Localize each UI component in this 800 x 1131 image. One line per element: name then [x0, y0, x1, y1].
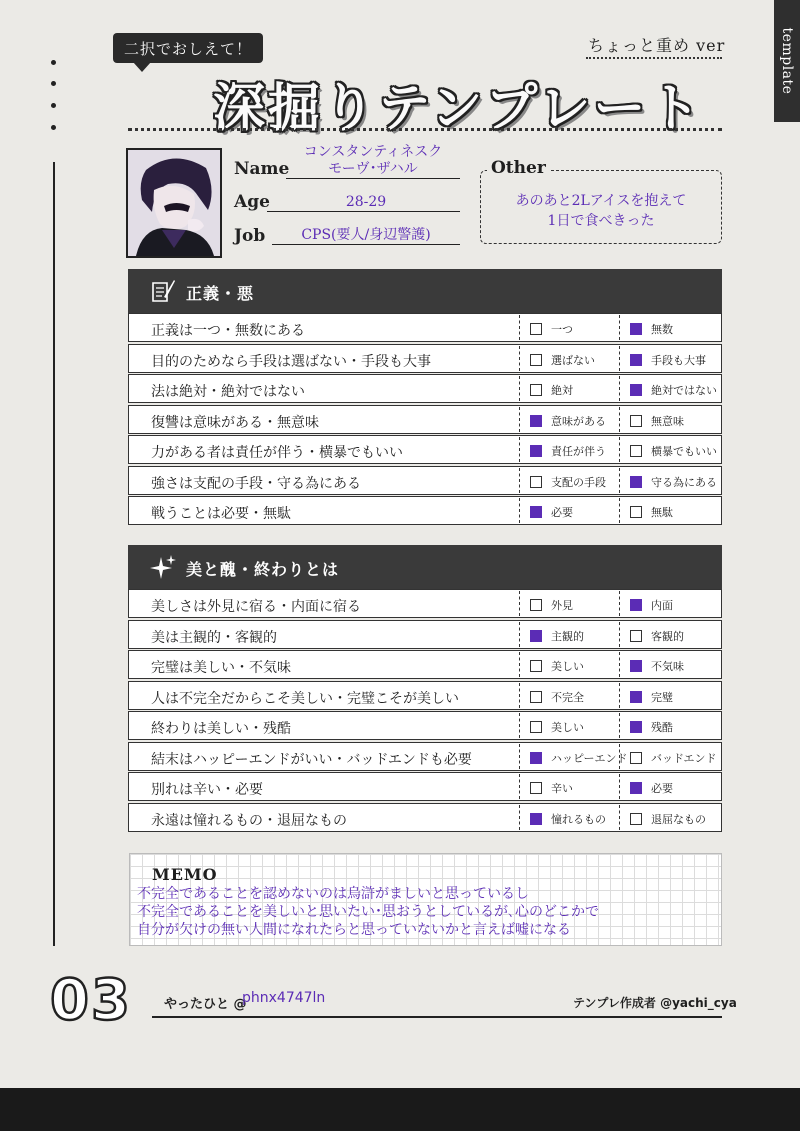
row-divider — [619, 774, 620, 799]
age-label: Age — [234, 192, 270, 212]
option-b[interactable] — [630, 628, 684, 644]
option-a-label: 主観的 — [551, 629, 584, 643]
page-title: 深掘りテンプレート — [213, 78, 704, 139]
option-b-label: 無意味 — [651, 414, 684, 428]
question-row — [128, 466, 722, 495]
speech-bubble-tail — [133, 62, 151, 72]
checkbox[interactable] — [530, 660, 542, 672]
scroll-quill-icon — [150, 277, 176, 305]
checkbox[interactable] — [630, 323, 642, 335]
option-a-label: 外見 — [551, 599, 573, 612]
checkbox[interactable] — [630, 782, 642, 794]
row-divider — [519, 315, 520, 340]
question-row — [128, 589, 722, 618]
option-a-label: 必要 — [551, 506, 573, 519]
option-b[interactable] — [630, 811, 706, 827]
option-b[interactable] — [630, 413, 684, 429]
question-text: 終わりは美しい・残酷 — [151, 721, 291, 737]
age-underline — [267, 211, 460, 212]
option-b[interactable] — [630, 321, 673, 337]
age-value: 28-29 — [345, 194, 387, 210]
memo-line: 不完全であることを認めないのは烏滸がましいと思っているし — [137, 886, 529, 902]
memo-text — [137, 885, 599, 939]
option-b-label: 手段も大事 — [651, 353, 706, 367]
memo-line: 不完全であることを美しいと思いたい･思おうとしているが､心のどこかで — [137, 904, 599, 920]
version-underline — [586, 57, 722, 59]
decoration-dot — [51, 103, 56, 108]
option-a-label: 絶対 — [551, 384, 573, 397]
checkbox[interactable] — [630, 813, 642, 825]
version-label: ちょっと重め ver — [588, 36, 726, 55]
decoration-dot — [51, 125, 56, 130]
row-divider — [519, 498, 520, 523]
question-row — [128, 772, 722, 801]
option-a-label: 意味がある — [551, 414, 606, 428]
row-divider — [519, 468, 520, 493]
checkbox[interactable] — [530, 752, 542, 764]
section-title: 正義・悪 — [186, 284, 255, 303]
credit-handle: phnx4747ln — [242, 990, 326, 1006]
checkbox[interactable] — [530, 691, 542, 703]
question-row — [128, 711, 722, 740]
checkbox[interactable] — [530, 506, 542, 518]
question-text: 目的のためなら手段は選ばない・手段も大事 — [151, 353, 431, 370]
option-a[interactable] — [530, 321, 573, 337]
question-text: 結末はハッピーエンドがいい・バッドエンドも必要 — [151, 751, 472, 768]
option-a[interactable] — [530, 504, 573, 520]
name-label: Name — [234, 159, 290, 179]
checkbox[interactable] — [630, 415, 642, 427]
option-b-label: 無駄 — [651, 506, 673, 519]
row-divider — [519, 744, 520, 769]
row-divider — [519, 437, 520, 462]
question-row — [128, 803, 722, 832]
page-number: 03 — [50, 968, 132, 1033]
option-a[interactable] — [530, 352, 595, 368]
row-divider — [519, 683, 520, 708]
row-divider — [519, 407, 520, 432]
row-divider — [519, 591, 520, 616]
checkbox[interactable] — [630, 721, 642, 733]
sparkle-icon — [150, 553, 176, 581]
footer-rule — [152, 1016, 722, 1018]
option-b-label: 不気味 — [651, 660, 684, 673]
option-a-label: 美しい — [551, 660, 584, 673]
row-divider — [619, 346, 620, 371]
option-b-label: 必要 — [651, 782, 673, 795]
checkbox[interactable] — [630, 660, 642, 672]
checkbox[interactable] — [530, 599, 542, 611]
option-b[interactable] — [630, 780, 673, 796]
question-text: 正義は一つ・無数にある — [151, 323, 305, 339]
avatar — [126, 148, 222, 258]
question-row — [128, 742, 722, 771]
question-text: 永遠は憧れるもの・退屈なもの — [151, 812, 347, 829]
question-text: 別れは辛い・必要 — [151, 782, 263, 798]
side-tab — [774, 0, 800, 122]
checkbox[interactable] — [530, 323, 542, 335]
job-value: CPS(要人/身辺警護) — [301, 227, 431, 243]
job-label: Job — [234, 226, 266, 246]
option-b[interactable] — [630, 689, 673, 705]
option-a-label: 支配の手段 — [551, 475, 606, 489]
question-row — [128, 313, 722, 342]
row-divider — [519, 774, 520, 799]
row-divider — [519, 805, 520, 830]
question-text: 美しさは外見に宿る・内面に宿る — [151, 599, 361, 615]
speech-bubble: 二択でおしえて！ — [113, 33, 263, 63]
row-divider — [619, 713, 620, 738]
question-row — [128, 405, 722, 434]
option-a-label: 不完全 — [551, 690, 584, 704]
option-a[interactable] — [530, 750, 628, 766]
question-text: 力がある者は責任が伴う・横暴でもいい — [151, 445, 403, 461]
checkbox[interactable] — [530, 415, 542, 427]
other-text-line: あのあと2Lアイスを抱えて — [515, 193, 687, 209]
credit-label: やったひと @ — [164, 997, 247, 1012]
option-b-label: 絶対ではない — [651, 384, 717, 397]
option-b-label: バッドエンド — [651, 751, 717, 765]
name-underline — [286, 178, 460, 179]
question-row — [128, 344, 722, 373]
avatar-illustration — [128, 150, 220, 256]
left-rule — [53, 162, 55, 946]
option-a[interactable] — [530, 780, 573, 796]
job-underline — [272, 244, 460, 245]
option-a[interactable] — [530, 443, 606, 459]
row-divider — [519, 376, 520, 401]
question-text: 人は不完全だからこそ美しい・完璧こそが美しい — [151, 690, 459, 707]
row-divider — [519, 652, 520, 677]
option-a[interactable] — [530, 597, 573, 613]
question-row — [128, 620, 722, 649]
question-text: 戦うことは必要・無駄 — [151, 506, 291, 522]
option-a[interactable] — [530, 413, 606, 429]
row-divider — [619, 805, 620, 830]
row-divider — [619, 622, 620, 647]
option-b[interactable] — [630, 474, 717, 490]
section-header — [128, 269, 722, 313]
option-b-label: 内面 — [651, 599, 673, 612]
checkbox[interactable] — [530, 782, 542, 794]
question-text: 法は絶対・絶対ではない — [151, 384, 305, 400]
row-divider — [619, 468, 620, 493]
option-b[interactable] — [630, 597, 673, 613]
checkbox[interactable] — [530, 445, 542, 457]
row-divider — [619, 376, 620, 401]
section-title: 美と醜・終わりとは — [186, 560, 340, 579]
question-row — [128, 681, 722, 710]
row-divider — [619, 437, 620, 462]
option-a[interactable] — [530, 382, 573, 398]
option-a-label: ハッピーエンド — [551, 751, 628, 765]
option-b[interactable] — [630, 658, 684, 674]
question-row — [128, 374, 722, 403]
option-a[interactable] — [530, 811, 606, 827]
option-b-label: 無数 — [651, 323, 673, 336]
question-text: 復讐は意味がある・無意味 — [151, 414, 319, 431]
memo-line: 自分が欠けの無い人間になれたらと思っていないかと言えば嘘になる — [137, 922, 571, 938]
question-row — [128, 435, 722, 464]
option-b-label: 退屈なもの — [651, 812, 706, 826]
option-a[interactable] — [530, 474, 606, 490]
row-divider — [619, 407, 620, 432]
checkbox[interactable] — [530, 813, 542, 825]
row-divider — [519, 622, 520, 647]
checkbox[interactable] — [630, 630, 642, 642]
option-a[interactable] — [530, 719, 584, 735]
checkbox[interactable] — [630, 354, 642, 366]
checkbox[interactable] — [630, 691, 642, 703]
checkbox[interactable] — [630, 599, 642, 611]
row-divider — [619, 315, 620, 340]
row-divider — [619, 683, 620, 708]
checkbox[interactable] — [630, 506, 642, 518]
option-a-label: 辛い — [551, 782, 573, 795]
option-b-label: 守る為にある — [651, 475, 717, 489]
option-b-label: 横暴でもいい — [651, 445, 717, 458]
option-b[interactable] — [630, 750, 717, 766]
decoration-dot — [51, 81, 56, 86]
option-a[interactable] — [530, 658, 584, 674]
option-a-label: 憧れるもの — [551, 812, 606, 826]
row-divider — [519, 346, 520, 371]
memo-label: MEMO — [152, 865, 218, 884]
question-text: 美は主観的・客観的 — [151, 629, 277, 646]
option-b-label: 残酷 — [651, 721, 673, 734]
name-value-line1: コンスタンティネスク — [303, 144, 443, 160]
template-author: テンプレ作成者 @yachi_cya — [573, 996, 737, 1010]
option-a[interactable] — [530, 689, 584, 705]
section-header — [128, 545, 722, 589]
option-a-label: 一つ — [551, 323, 573, 336]
checkbox[interactable] — [630, 384, 642, 396]
option-b-label: 完璧 — [651, 690, 673, 704]
option-b[interactable] — [630, 352, 706, 368]
row-divider — [619, 498, 620, 523]
option-b[interactable] — [630, 504, 673, 520]
checkbox[interactable] — [530, 384, 542, 396]
checkbox[interactable] — [630, 445, 642, 457]
question-text: 完璧は美しい・不気味 — [151, 660, 291, 676]
title-divider — [128, 128, 722, 131]
other-text-line: 1日で食べきった — [547, 213, 655, 229]
question-text: 強さは支配の手段・守る為にある — [151, 475, 361, 492]
checkbox[interactable] — [630, 752, 642, 764]
other-label: Other — [487, 158, 550, 178]
row-divider — [619, 591, 620, 616]
checkbox[interactable] — [530, 721, 542, 733]
checkbox[interactable] — [530, 630, 542, 642]
option-b[interactable] — [630, 719, 673, 735]
checkbox[interactable] — [630, 476, 642, 488]
checkbox[interactable] — [530, 476, 542, 488]
question-row — [128, 496, 722, 525]
decoration-dot — [51, 60, 56, 65]
other-text — [482, 191, 720, 231]
row-divider — [619, 652, 620, 677]
option-b[interactable] — [630, 443, 717, 459]
checkbox[interactable] — [530, 354, 542, 366]
question-row — [128, 650, 722, 679]
row-divider — [519, 713, 520, 738]
bottom-bar — [0, 1088, 800, 1131]
side-tab-label: template — [779, 27, 795, 95]
option-a[interactable] — [530, 628, 584, 644]
option-a-label: 責任が伴う — [551, 445, 606, 458]
option-a-label: 選ばない — [551, 353, 595, 367]
option-a-label: 美しい — [551, 721, 584, 734]
option-b-label: 客観的 — [651, 629, 684, 643]
option-b[interactable] — [630, 382, 717, 398]
name-value-line2: モーヴ･ザハル — [328, 161, 418, 177]
